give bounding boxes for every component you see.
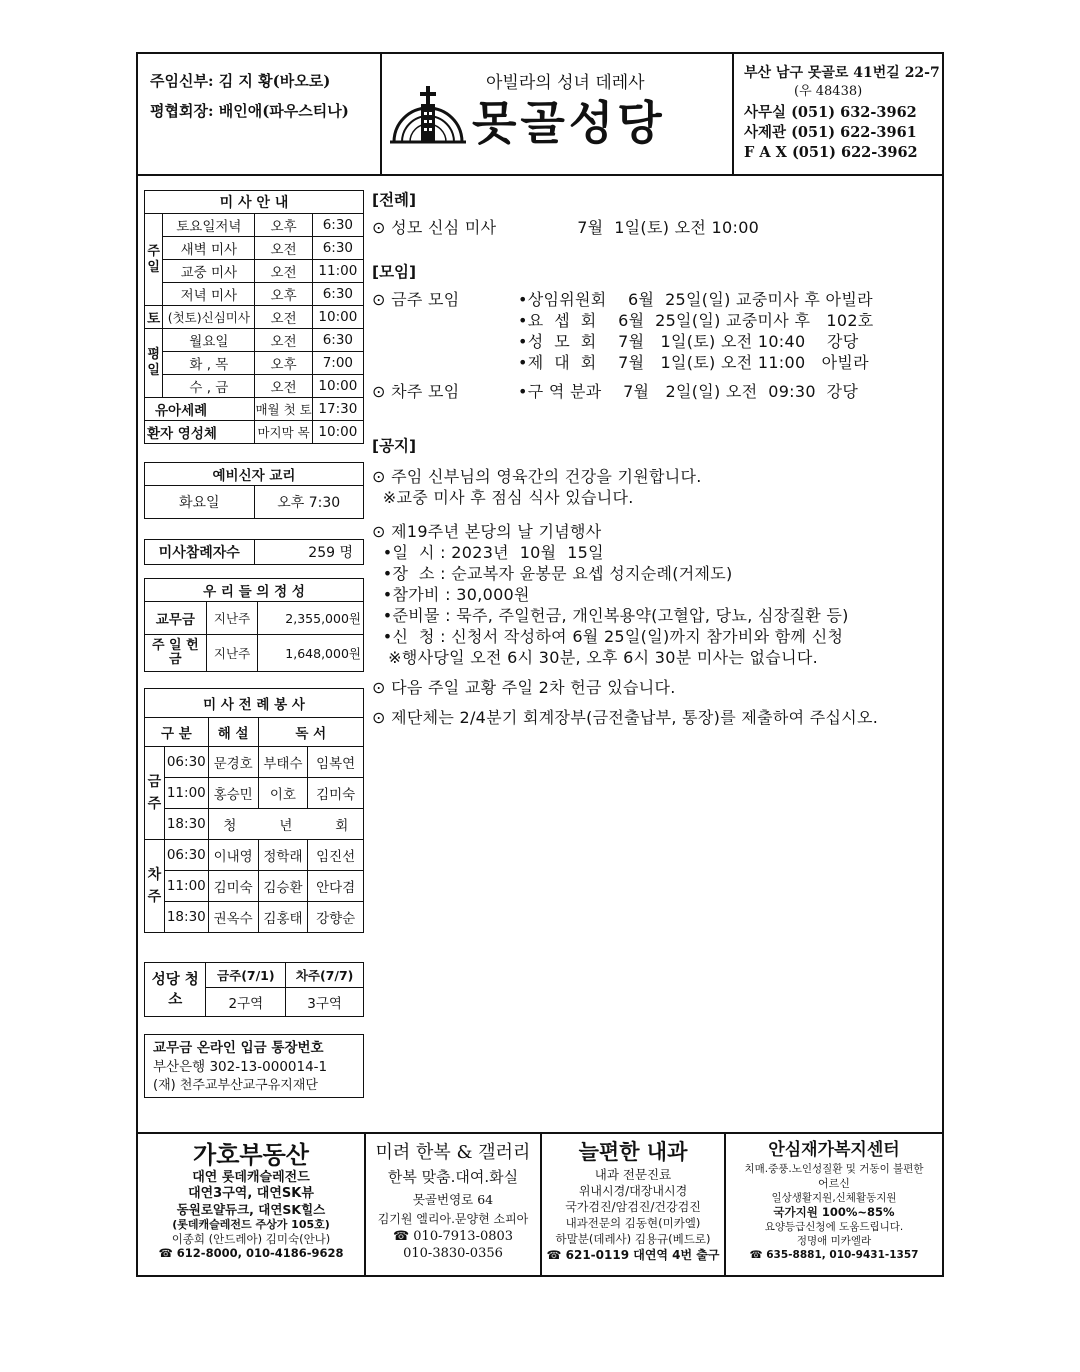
mass-time: 6:30 [312, 283, 363, 306]
sick-communion-day: 마지막 목 [255, 421, 312, 444]
attendance-label: 미사참례자수 [145, 540, 255, 565]
ministry-reader: 정학래 [258, 840, 308, 871]
mass-name: (첫토)신심미사 [163, 306, 255, 329]
ad-line: 대연 롯데캐슬레전드 [192, 1170, 310, 1185]
ministry-reader: 임진선 [308, 840, 364, 871]
ad-real-estate [138, 1132, 364, 1275]
ad-title: 늘편한 내과 [578, 1140, 688, 1164]
fax-number: F A X (051) 622-3962 [744, 144, 918, 161]
ad-line: 일상생활지원,신체활동지원 [771, 1192, 897, 1204]
ministry-time: 11:00 [164, 778, 208, 809]
ad-line: 대연3구역, 대연SK뷰 [188, 1186, 314, 1201]
ministry-time: 06:30 [164, 747, 208, 778]
council-president: 평협회장: 배인애(파우스티나) [150, 102, 349, 120]
mass-time: 7:00 [312, 352, 363, 375]
ministry-commentator: 이내영 [208, 840, 258, 871]
ministry-reader: 김홍태 [258, 902, 308, 933]
ministry-header: 해 설 [208, 718, 258, 747]
ministry-reader: 김승환 [258, 871, 308, 902]
ad-line: 내과전문의 김동현(미카엘) [565, 1216, 701, 1230]
church-address: 부산 남구 못골로 41번길 22-7 [744, 65, 940, 81]
header-divider [136, 174, 944, 176]
ad-line: 못골번영로 64 [412, 1192, 494, 1207]
notice-line: ※교중 미사 후 점심 식사 있습니다. [372, 488, 634, 507]
ministry-reader: 김미숙 [308, 778, 364, 809]
cleaning-next-week-header: 차주(7/7) [286, 963, 364, 988]
ad-phone: ☎ 635-8881, 010-9431-1357 [749, 1249, 919, 1261]
ministry-reader: 부태수 [258, 747, 308, 778]
mass-name: 화 , 목 [163, 352, 255, 375]
ad-line: 한복 맞춤.대여.화실 [387, 1168, 519, 1186]
notice-header: [공지] [372, 437, 417, 455]
offering-table [144, 578, 364, 672]
ad-line: 동원로얄듀크, 대연SK힐스 [176, 1202, 326, 1217]
bank-holder: (재) 천주교부산교구유지재단 [153, 1078, 318, 1093]
ad-line: 김기원 엘리아.문양현 소피아 [377, 1212, 529, 1226]
mass-ampm: 오후 [255, 214, 312, 237]
ad-title: 안심재가복지센터 [768, 1140, 900, 1160]
ad-line: 이종희 (안드레아) 김미숙(안나) [171, 1232, 331, 1246]
header-right-divider [732, 52, 734, 174]
liturgy-line: ⊙ 성모 신심 미사 7월 1일(토) 오전 10:00 [372, 218, 760, 237]
ad-line: 정명애 미카엘라 [796, 1235, 872, 1247]
ministry-title: 미 사 전 례 봉 사 [145, 689, 364, 718]
mass-name: 월요일 [163, 329, 255, 352]
mass-ampm: 오전 [255, 306, 312, 329]
ad-line: 위내시경/대장내시경 [578, 1184, 688, 1198]
offering-period: 지난주 [206, 602, 258, 635]
cleaning-next-week: 3구역 [286, 988, 364, 1017]
ad-line: 하말분(데레사) 김용규(베드로) [555, 1232, 711, 1246]
offering-period: 지난주 [206, 635, 258, 672]
ad-title: 가호부동산 [193, 1141, 309, 1169]
ad-line: 내과 전문진료 [594, 1167, 672, 1182]
ad-line: (롯데캐슬레전드 주상가 105호) [172, 1218, 330, 1231]
ad-phone: ☎ 621-0119 대연역 4번 출구 [546, 1248, 720, 1262]
catechumen-time: 오후 7:30 [254, 486, 364, 519]
liturgy-header: [전례] [372, 191, 417, 209]
ministry-group: 청 년 회 [208, 809, 363, 840]
cleaning-this-week: 2구역 [206, 988, 286, 1017]
offering-title: 우 리 들 의 정 성 [145, 579, 364, 602]
saturday-label: 토 [145, 306, 163, 329]
mass-ampm: 오전 [255, 329, 312, 352]
mass-time: 10:00 [312, 306, 363, 329]
mass-ampm: 오전 [255, 375, 312, 398]
ministry-time: 06:30 [164, 840, 208, 871]
offering-label: 주 일 헌 금 [145, 635, 207, 672]
ministry-commentator: 김미숙 [208, 871, 258, 902]
ad-hanbok [366, 1132, 540, 1275]
church-name: 못골성당 [472, 96, 666, 150]
cleaning-table [144, 962, 364, 1017]
ministry-commentator: 문경호 [208, 747, 258, 778]
mass-ampm: 오후 [255, 352, 312, 375]
mass-ampm: 오전 [255, 260, 312, 283]
sunday-label: 주일 [145, 214, 163, 306]
cleaning-this-week-header: 금주(7/1) [206, 963, 286, 988]
sick-communion-time: 10:00 [312, 421, 363, 444]
offering-amount: 2,355,000원 [258, 602, 364, 635]
mass-time: 6:30 [312, 214, 363, 237]
notice-line: ⊙ 다음 주일 교황 주일 2차 헌금 있습니다. [372, 678, 676, 697]
notice-line: •준비물 : 묵주, 주일헌금, 개인복용약(고혈압, 당뇨, 심장질환 등) [372, 606, 849, 625]
sick-communion-label: 환자 영성체 [145, 421, 255, 444]
meeting-this-week-label: ⊙ 금주 모임 [372, 290, 460, 309]
ad-line: 요양등급신청에 도움드립니다. [764, 1221, 904, 1233]
ad-line: 치매.중풍.노인성질환 및 거동이 불편한 [744, 1163, 924, 1175]
meeting-item: •구 역 분과 7월 2일(일) 오전 09:30 강당 [518, 382, 859, 401]
ministry-reader: 임복연 [308, 747, 364, 778]
catechumen-day: 화요일 [145, 486, 255, 519]
meeting-item: •상임위원회 6월 25일(일) 교중미사 후 아빌라 [518, 290, 873, 309]
notice-line: •참가비 : 30,000원 [372, 585, 530, 604]
meeting-item: •성 모 회 7월 1일(토) 오전 10:40 강당 [518, 332, 859, 351]
catechumen-title: 예비신자 교리 [145, 463, 364, 486]
bank-account: 부산은행 302-13-000014-1 [153, 1059, 328, 1075]
infant-baptism-time: 17:30 [312, 398, 363, 421]
notice-line: ⊙ 제단체는 2/4분기 회계장부(금전출납부, 통장)를 제출하여 주십시오. [372, 708, 879, 727]
attendance-value: 259 명 [254, 540, 364, 565]
mass-time: 6:30 [312, 237, 363, 260]
header-left-divider [380, 52, 382, 174]
ad-line: 어르신 [818, 1177, 850, 1190]
meeting-header: [모임] [372, 263, 417, 281]
ministry-reader: 이호 [258, 778, 308, 809]
mass-name: 토요일저녁 [163, 214, 255, 237]
offering-label: 교무금 [145, 602, 207, 635]
this-week-label: 금주 [145, 747, 165, 840]
mass-time: 11:00 [312, 260, 363, 283]
cleaning-label: 성당 청소 [145, 963, 206, 1017]
infant-baptism-label: 유아세례 [145, 398, 255, 421]
weekday-label: 평일 [145, 329, 163, 398]
ministry-time: 11:00 [164, 871, 208, 902]
bank-info-box [144, 1034, 364, 1098]
rectory-phone: 사제관 (051) 622-3961 [744, 124, 917, 141]
next-week-label: 차주 [145, 840, 165, 933]
zipcode: (우 48438) [794, 84, 863, 99]
notice-line: •일 시 : 2023년 10월 15일 [372, 543, 604, 562]
ministry-time: 18:30 [164, 902, 208, 933]
ministry-header: 구 분 [145, 718, 209, 747]
ministry-header: 독 서 [258, 718, 363, 747]
ad-phone: ☎ 010-7913-0803 [392, 1229, 514, 1244]
mass-name: 교중 미사 [163, 260, 255, 283]
bank-title: 교무금 온라인 입금 통장번호 [153, 1040, 324, 1056]
ad-phone: 010-3830-0356 [403, 1246, 503, 1261]
mass-time: 10:00 [312, 375, 363, 398]
mass-name: 새벽 미사 [163, 237, 255, 260]
ad-title: 미려 한복 & 갤러리 [375, 1142, 531, 1163]
mass-name: 저녁 미사 [163, 283, 255, 306]
attendance-table [144, 539, 364, 565]
office-phone: 사무실 (051) 632-3962 [744, 104, 917, 121]
notice-line: •신 청 : 신청서 작성하여 6월 25일(일)까지 참가비와 함께 신청 [372, 627, 844, 646]
notice-line: ⊙ 주임 신부님의 영육간의 건강을 기원합니다. [372, 467, 702, 486]
infant-baptism-day: 매월 첫 토 [255, 398, 312, 421]
patron-saint: 아빌라의 성녀 데레사 [486, 73, 645, 93]
ad-phone: ☎ 612-8000, 010-4186-9628 [158, 1246, 344, 1260]
notice-line: ※행사당일 오전 6시 30분, 오후 6시 30분 미사는 없습니다. [372, 648, 818, 667]
mass-ampm: 오후 [255, 283, 312, 306]
mass-name: 수 , 금 [163, 375, 255, 398]
church-logo [390, 82, 466, 146]
ad-clinic [542, 1132, 724, 1275]
ad-welfare-center [726, 1132, 942, 1275]
offering-amount: 1,648,000원 [258, 635, 364, 672]
ministry-table [144, 688, 364, 933]
mass-schedule-title: 미 사 안 내 [145, 191, 364, 214]
meeting-item: •요 셉 회 6월 25일(일) 교중미사 후 102호 [518, 311, 874, 330]
ministry-commentator: 홍승민 [208, 778, 258, 809]
ministry-reader: 강향순 [308, 902, 364, 933]
mass-ampm: 오전 [255, 237, 312, 260]
ministry-reader: 안다겸 [308, 871, 364, 902]
mass-time: 6:30 [312, 329, 363, 352]
ministry-commentator: 권옥수 [208, 902, 258, 933]
meeting-next-week-label: ⊙ 차주 모임 [372, 382, 460, 401]
notice-line: •장 소 : 순교복자 윤봉문 요셉 성지순례(거제도) [372, 564, 733, 583]
notice-line: ⊙ 제19주년 본당의 날 기념행사 [372, 522, 602, 541]
ministry-time: 18:30 [164, 809, 208, 840]
meeting-item: •제 대 회 7월 1일(토) 오전 11:00 아빌라 [518, 353, 869, 372]
ad-line: 국가지원 100%~85% [773, 1205, 895, 1219]
ad-line: 국가검진/암검진/건강검진 [565, 1200, 701, 1214]
mass-schedule-table [144, 190, 364, 444]
catechumen-table [144, 462, 364, 519]
pastor-name: 주임신부: 김 지 황(바오로) [150, 72, 331, 90]
